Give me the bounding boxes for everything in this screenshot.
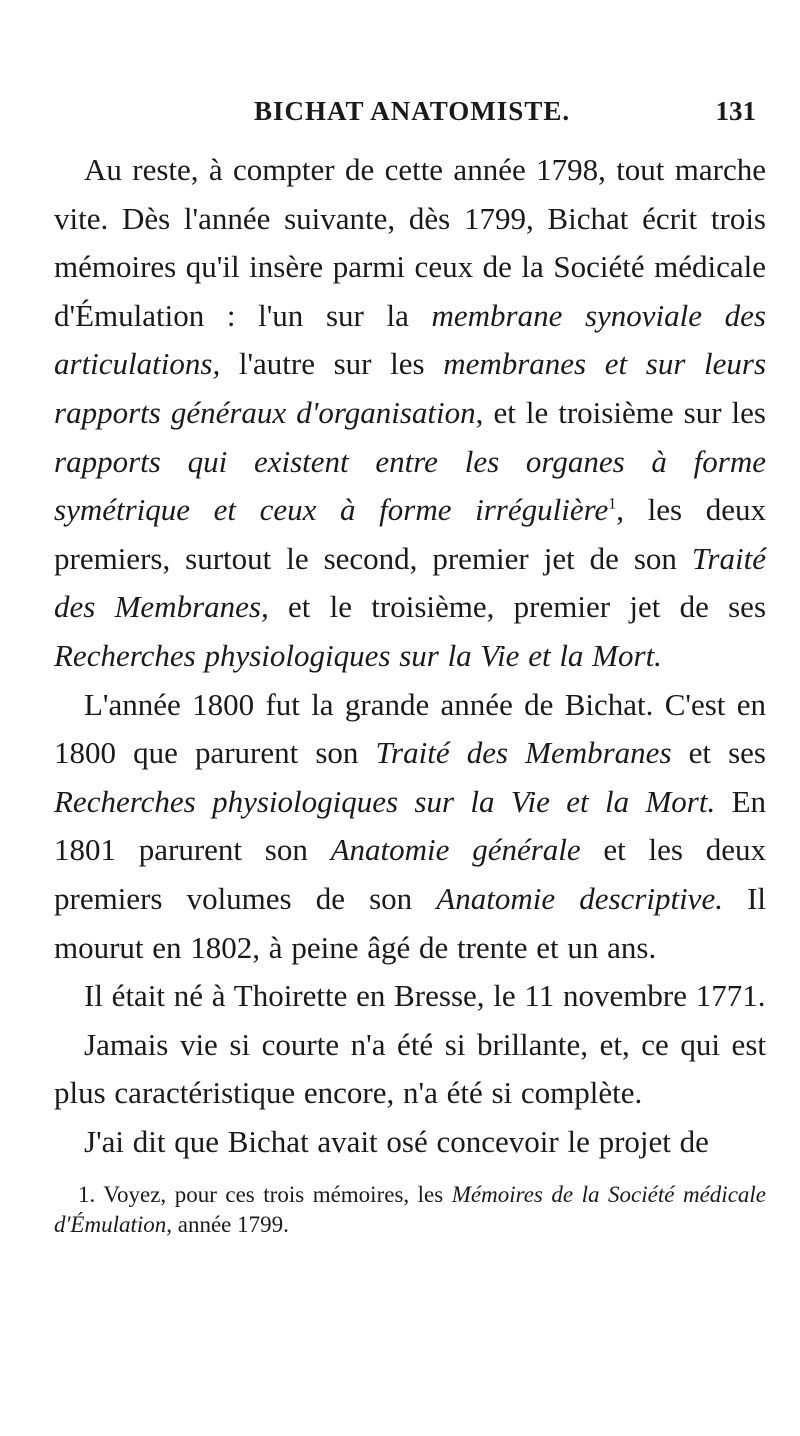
text-run: Au reste, à compter de cette année 1798, tout marche vite. Dès l'année suivante, dès 1799, Bichat écrit trois mémoires qu'il insère parmi ceux de la Société médicale d'Émulation : l'un sur la — [54, 152, 766, 333]
text-run: L'année 1800 fut la grande année de Bichat. C'est en 1800 que parurent son — [54, 686, 766, 771]
text-run: Il mourut en 1802, à peine âgé de trente et un ans. — [54, 880, 767, 965]
running-head — [254, 96, 766, 130]
paragraph — [54, 1021, 766, 1118]
running-title: BICHAT ANATOMISTE. — [254, 96, 571, 126]
footnotes — [54, 1180, 766, 1240]
footnote — [54, 1180, 766, 1240]
text-run: J'ai dit que Bichat avait osé concevoir le projet de — [84, 1123, 709, 1159]
paragraph — [54, 146, 766, 681]
italic-title: Mémoires de la Société médicale d'Émulation — [54, 1182, 766, 1238]
text-run: Jamais vie si courte n'a été si brillante, et, ce qui est plus caractéristique encore, n'a été si complète. — [54, 1026, 766, 1111]
italic-title: Recherches physiologiques sur la Vie et la Mort. — [54, 637, 662, 673]
text-run: et le troisième, premier jet de ses — [268, 589, 767, 625]
italic-title: Anatomie descriptive. — [436, 880, 723, 916]
book-page — [54, 96, 766, 1240]
paragraph — [54, 1118, 766, 1167]
text-run: et les deux premiers volumes de son — [54, 832, 767, 916]
text-run: 1. Voyez, pour ces trois mémoires, les — [78, 1182, 452, 1208]
italic-title: Recherches physiologiques sur la Vie et la Mort. — [54, 783, 716, 819]
paragraph — [54, 681, 766, 973]
text-run: l'autre sur les — [220, 346, 444, 382]
body-text — [54, 146, 766, 1166]
page-number: 131 — [715, 96, 756, 126]
text-run: En 1801 parurent son — [54, 783, 766, 868]
text-run: , année 1799. — [166, 1212, 289, 1238]
text-run: Il était né à Thoirette en Bresse, le 11 novembre 1771. — [84, 978, 766, 1014]
footnote-reference: 1 — [608, 495, 617, 513]
text-run: , les deux premiers, surtout le second, premier jet de son — [54, 492, 766, 576]
paragraph — [54, 972, 766, 1021]
text-run: , et le troisième sur les — [475, 394, 766, 430]
italic-title: Anatomie générale — [330, 832, 581, 868]
italic-title: membranes et sur leurs rapports généraux d'organisation — [54, 346, 767, 430]
italic-title: Traité des Membranes, — [54, 540, 766, 625]
text-run: et ses — [671, 735, 766, 771]
italic-title: rapports qui existent entre les organes à forme symétrique et ceux à forme irrégulière — [54, 443, 766, 528]
italic-title: Traité des Membranes — [375, 735, 672, 771]
italic-title: membrane synoviale des articulations, — [54, 297, 766, 382]
